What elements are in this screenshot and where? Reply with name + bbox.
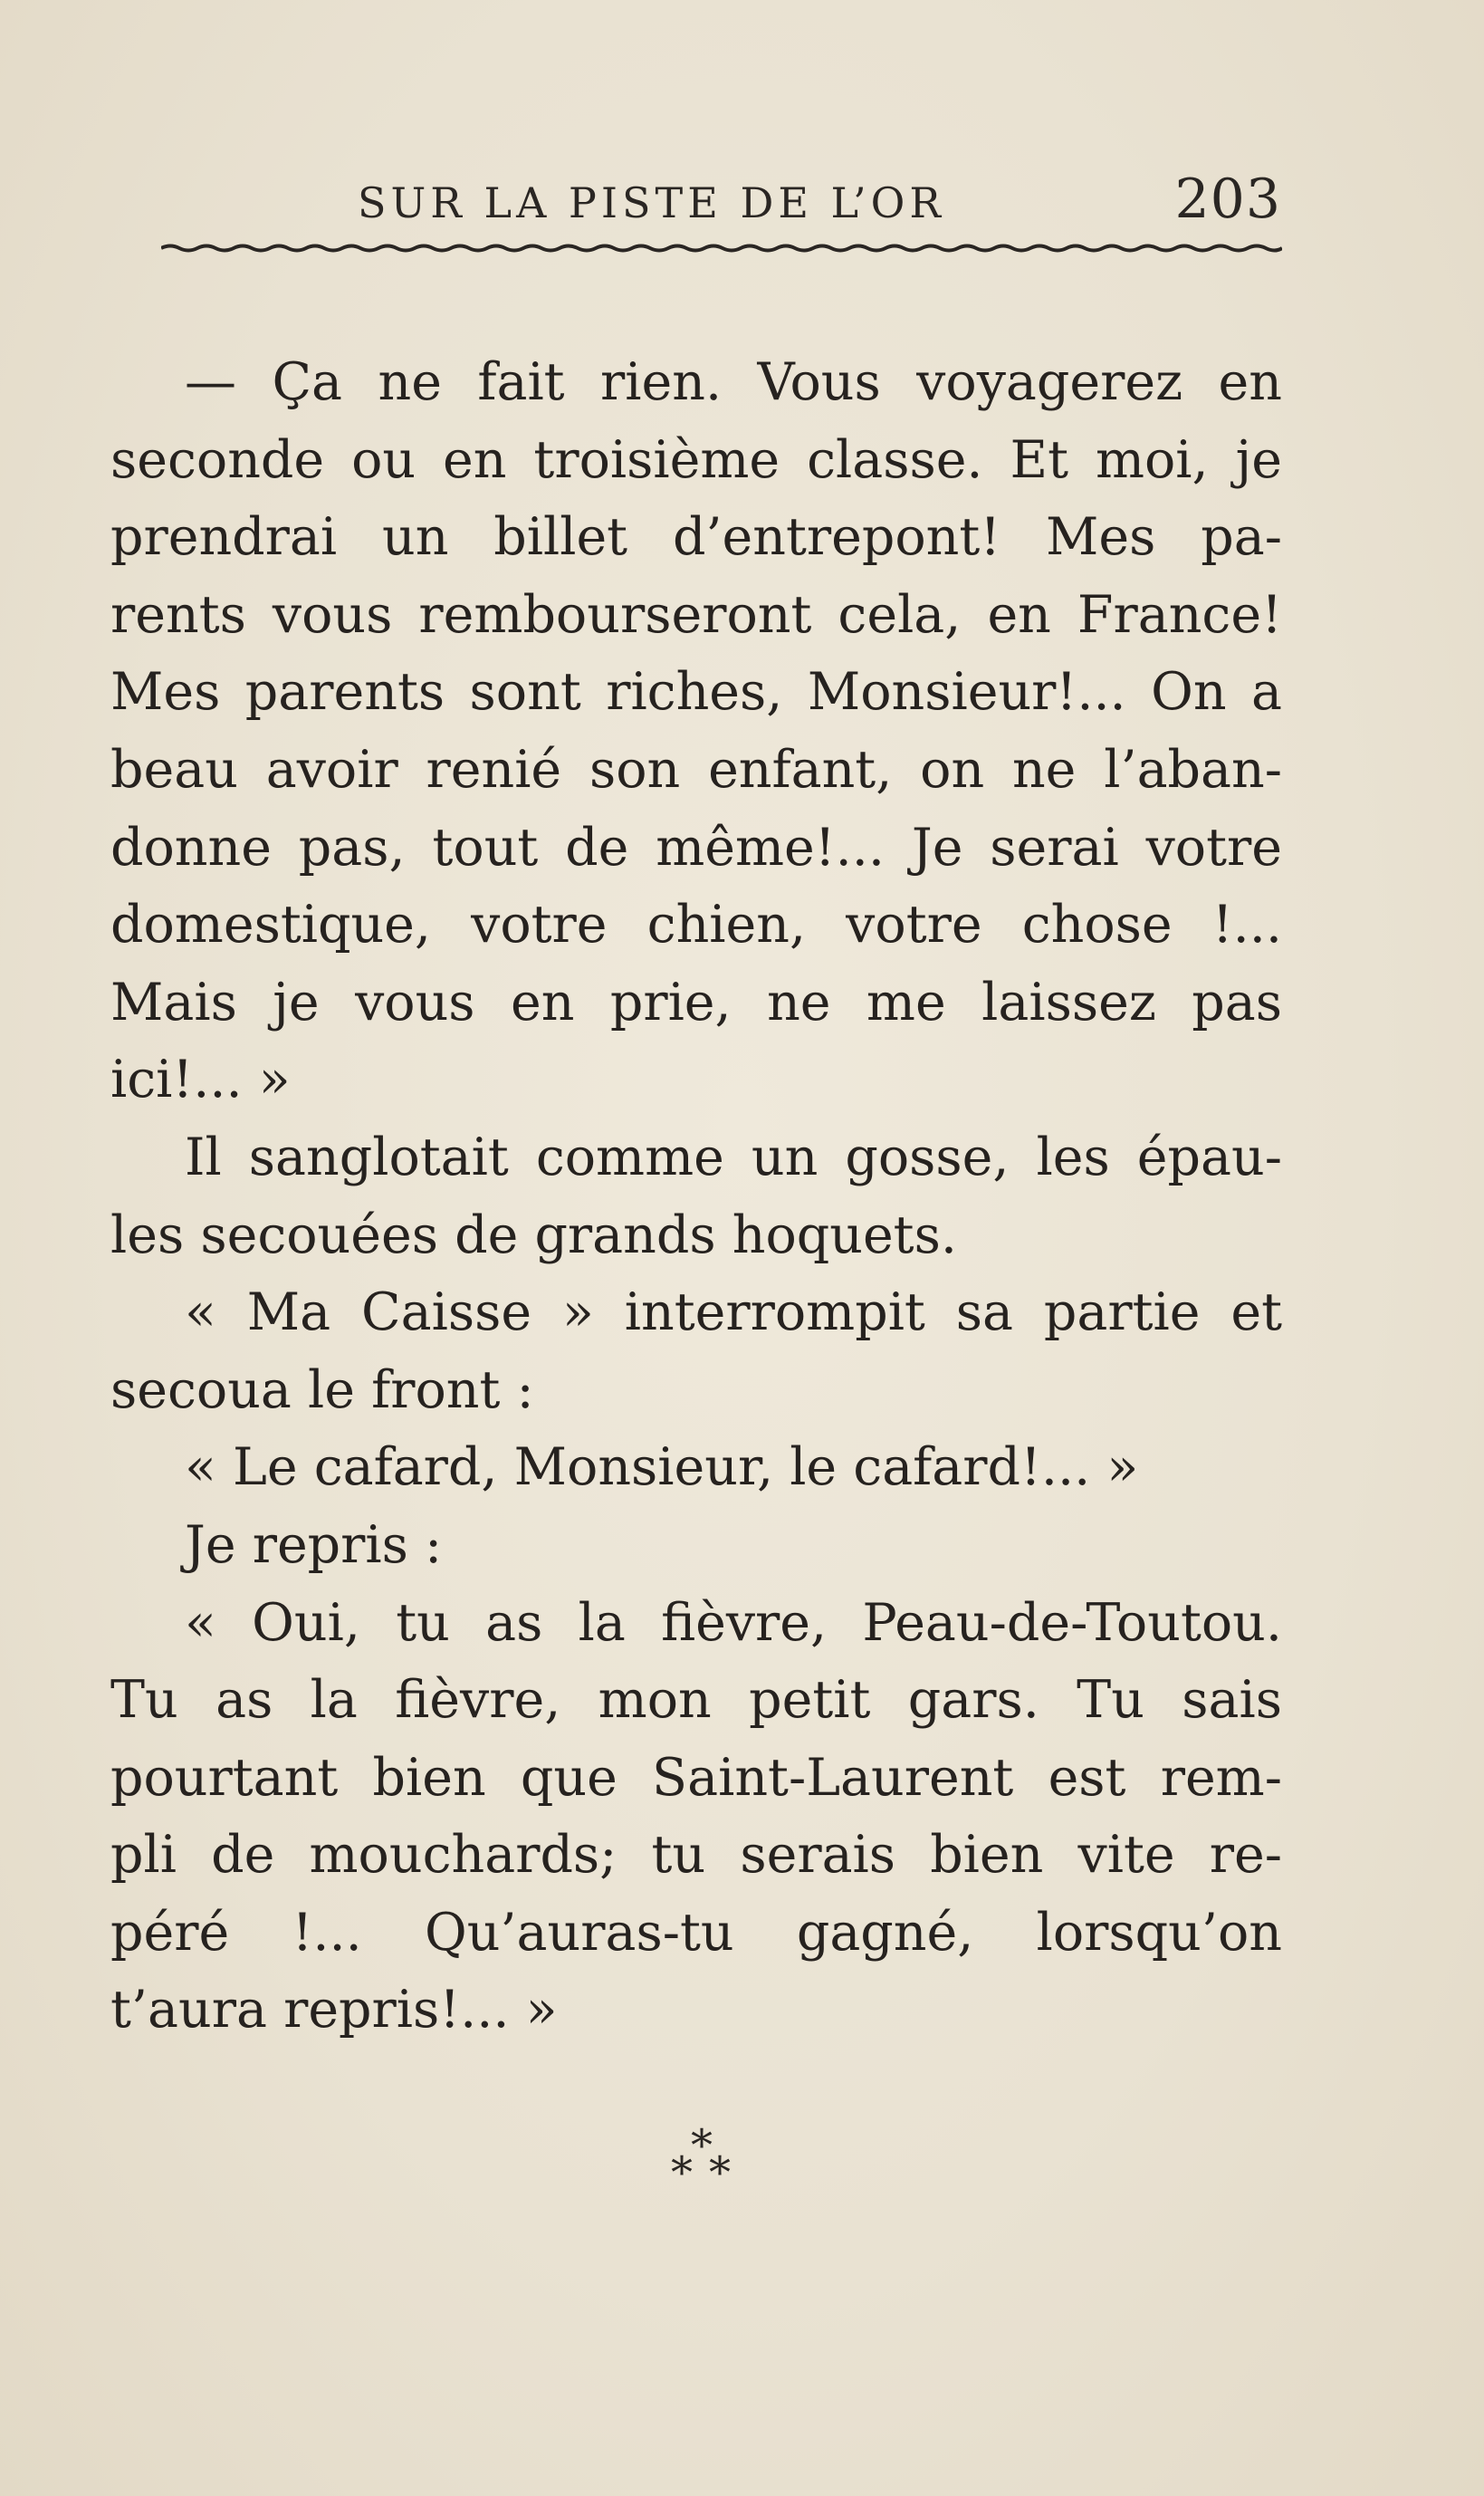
- text-line: péré !... Qu’auras-tu gagné, lorsqu’on: [110, 1902, 1282, 1963]
- asterism-star: *: [691, 2120, 713, 2171]
- text-line: « Le cafard, Monsieur, le cafard!... »: [185, 1437, 1139, 1498]
- asterism-star: *: [671, 2147, 693, 2198]
- text-line: Tu as la fièvre, mon petit gars. Tu sais: [110, 1670, 1282, 1731]
- text-line: ici!... »: [110, 1050, 291, 1110]
- text-line: Mes parents sont riches, Monsieur!... On a: [110, 662, 1282, 723]
- text-line: prendrai un billet d’entrepont! Mes pa-: [110, 507, 1282, 568]
- text-line: Il sanglotait comme un gosse, les épau-: [185, 1127, 1282, 1187]
- text-line: donne pas, tout de même!... Je serai votre: [110, 817, 1282, 878]
- text-line: « Oui, tu as la fièvre, Peau-de-Toutou.: [185, 1592, 1282, 1653]
- body-text: [110, 344, 1282, 2050]
- header-rule: [161, 243, 1282, 254]
- text-line: « Ma Caisse » interrompit sa partie et: [185, 1282, 1282, 1343]
- text-line: rents vous rembourseront cela, en France!: [110, 584, 1282, 645]
- asterism-ornament: [667, 2120, 749, 2205]
- text-line: pourtant bien que Saint-Laurent est rem-: [110, 1747, 1282, 1808]
- text-line: domestique, votre chien, votre chose !...: [110, 895, 1282, 955]
- text-line: secoua le front :: [110, 1359, 534, 1420]
- text-line: Je repris :: [185, 1514, 443, 1575]
- page-number: 203: [1174, 168, 1281, 231]
- text-line: beau avoir renié son enfant, on ne l’aban-: [110, 739, 1282, 800]
- text-line: les secouées de grands hoquets.: [110, 1205, 957, 1265]
- text-line: t’aura repris!... »: [110, 1980, 558, 2040]
- running-title: SUR LA PISTE DE L’OR: [358, 178, 946, 227]
- text-line: — Ça ne fait rien. Vous voyagerez en: [185, 352, 1282, 412]
- text-line: seconde ou en troisième classe. Et moi, je: [110, 429, 1282, 490]
- page-header: [358, 168, 1281, 240]
- asterism-star: *: [709, 2147, 731, 2198]
- text-line: Mais je vous en prie, ne me laissez pas: [110, 972, 1282, 1032]
- text-line: pli de mouchards; tu serais bien vite re-: [110, 1825, 1282, 1886]
